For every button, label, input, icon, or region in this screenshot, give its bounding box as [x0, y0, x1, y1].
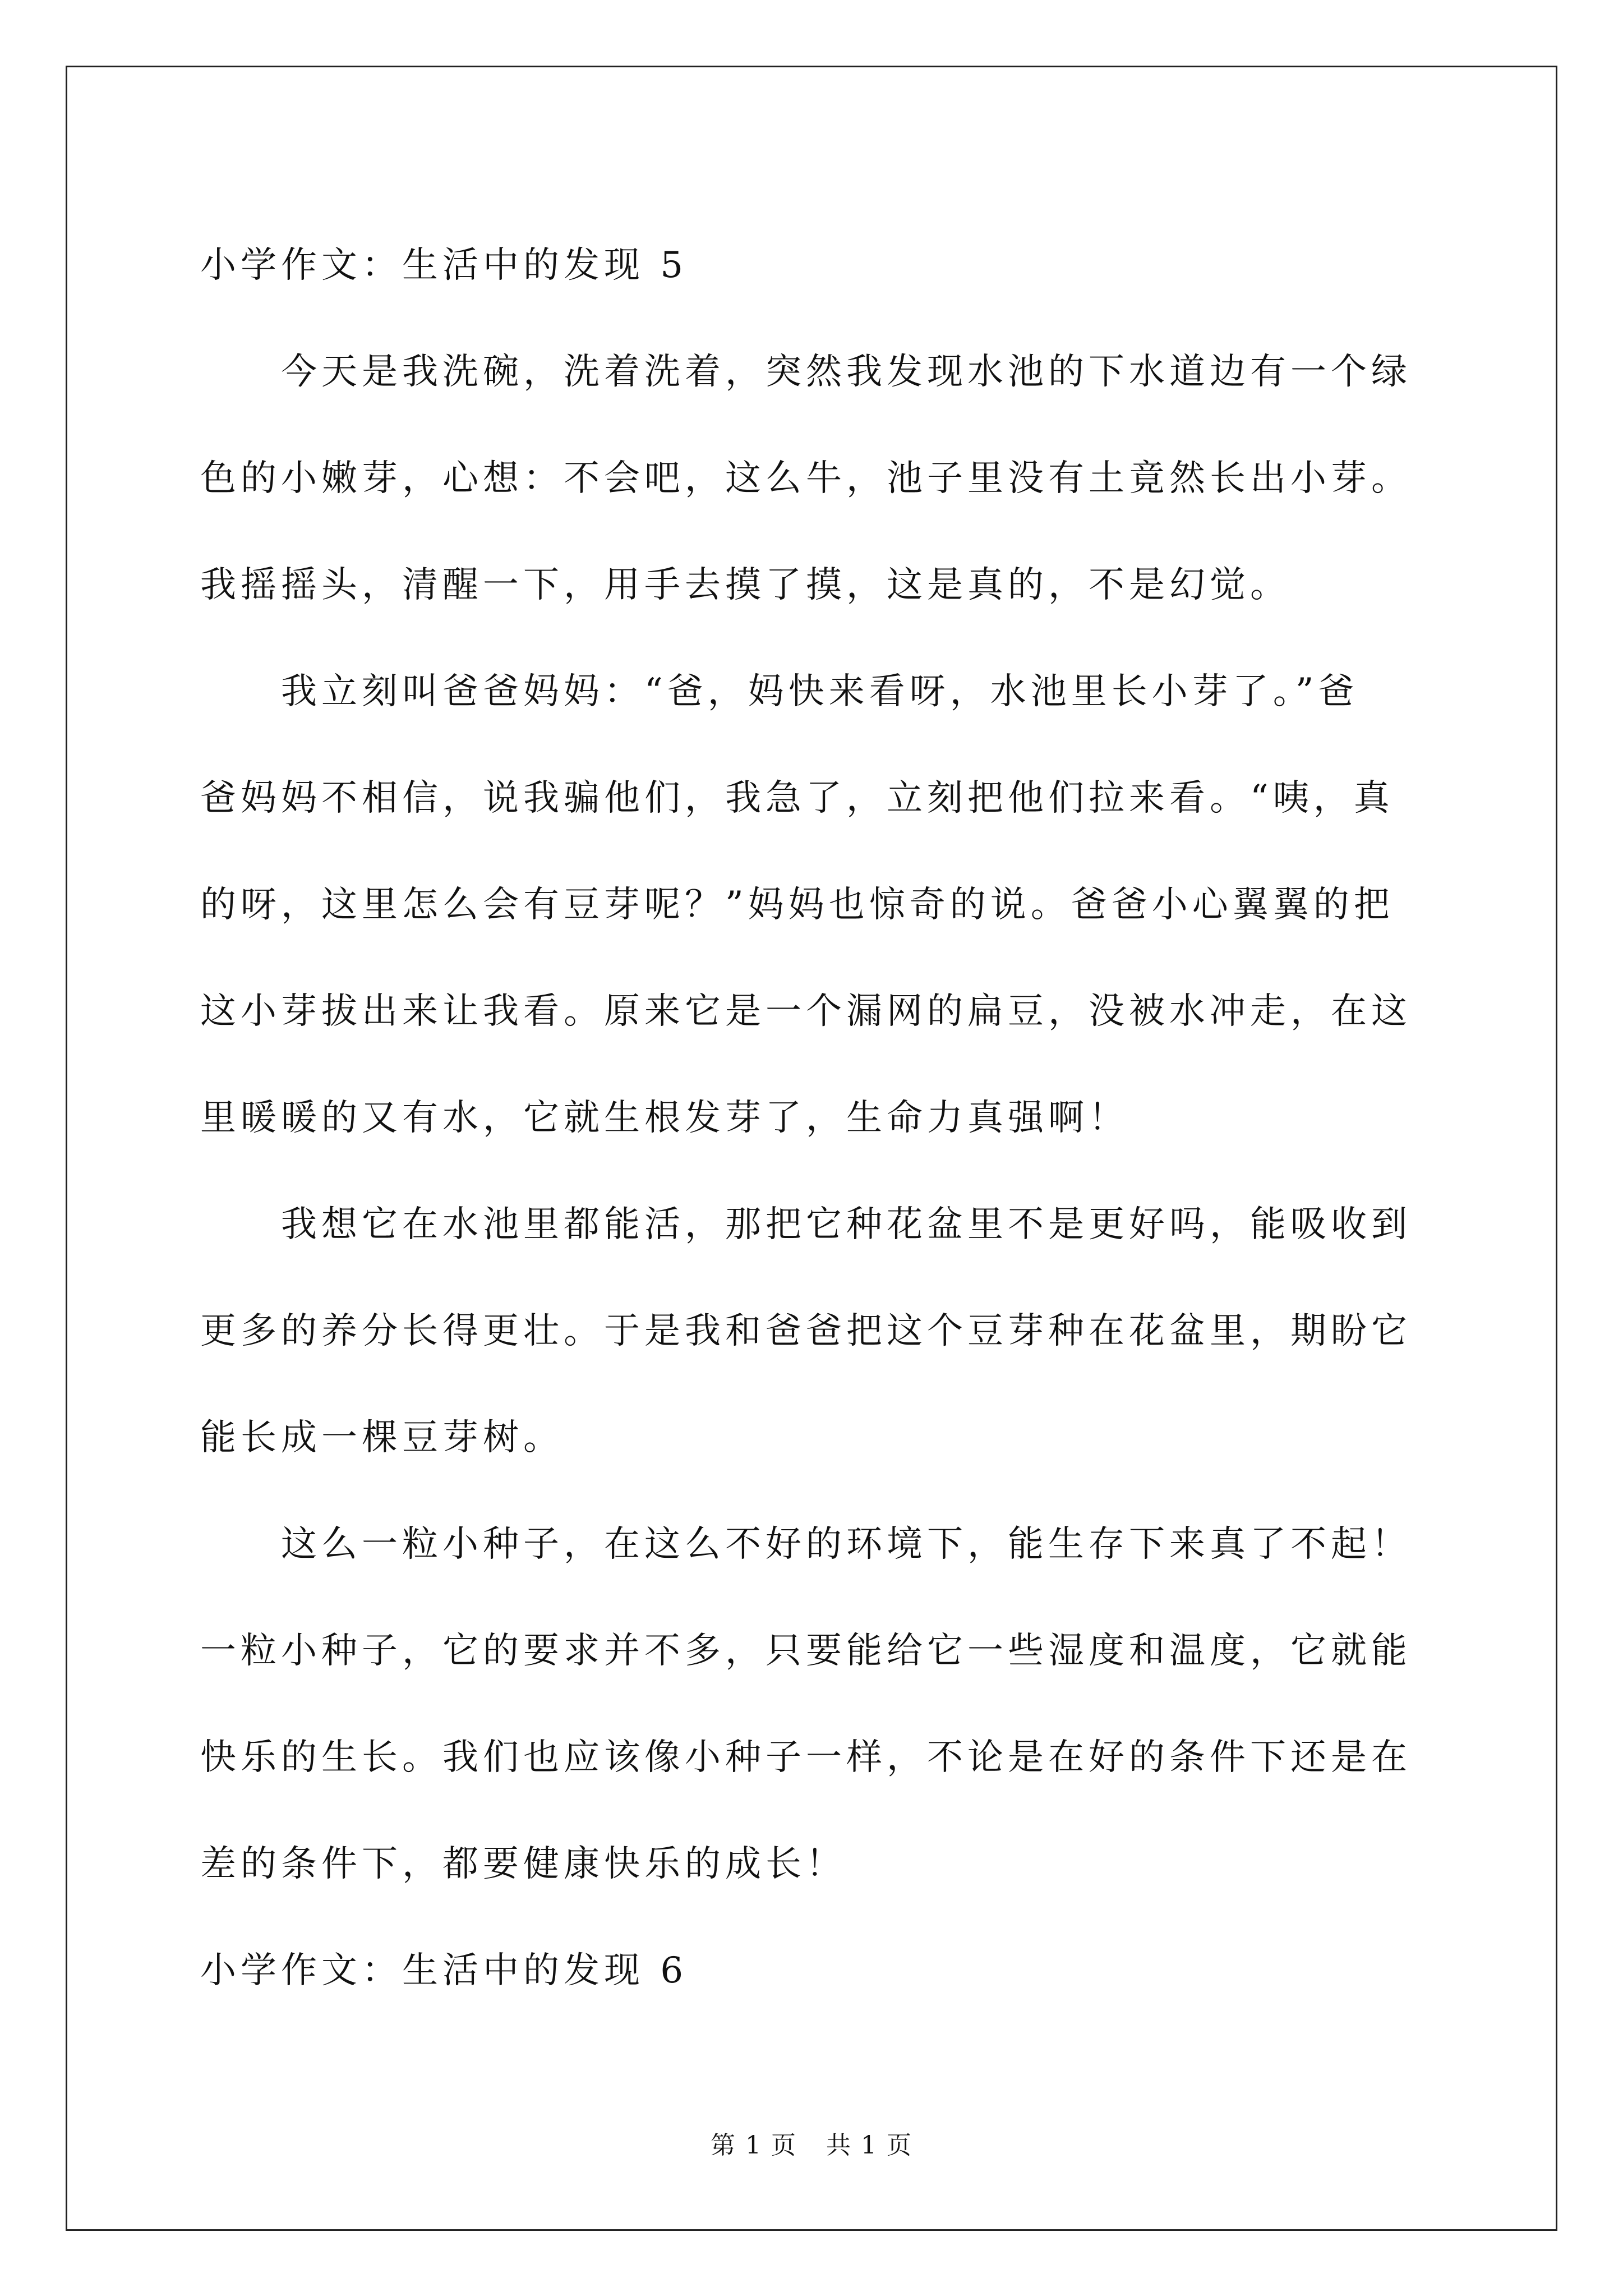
paragraph-line: 一粒小种子，它的要求并不多，只要能给它一些湿度和温度，它就能 [200, 1630, 1412, 1672]
heading-line: 小学作文：生活中的发现 6 [200, 1950, 688, 1991]
paragraph-line: 这小芽拔出来让我看。原来它是一个漏网的扁豆，没被水冲走，在这 [200, 991, 1412, 1032]
paragraph-line: 差的条件下，都要健康快乐的成长！ [200, 1843, 846, 1885]
paragraph-line: 爸妈妈不相信，说我骗他们，我急了，立刻把他们拉来看。“咦，真 [200, 777, 1394, 819]
paragraph-line: 能长成一棵豆芽树。 [200, 1417, 564, 1458]
page-total: 共 1 页 [826, 2131, 912, 2160]
page-footer [0, 2125, 1623, 2161]
paragraph-line: 更多的养分长得更壮。于是我和爸爸把这个豆芽种在花盆里，期盼它 [200, 1310, 1412, 1352]
heading-line: 小学作文：生活中的发现 5 [200, 245, 688, 286]
document-body [200, 212, 1428, 2024]
paragraph-line: 今天是我洗碗，洗着洗着，突然我发现水池的下水道边有一个绿 [281, 351, 1412, 393]
paragraph-line: 的呀，这里怎么会有豆芽呢？”妈妈也惊奇的说。爸爸小心翼翼的把 [200, 884, 1394, 926]
paragraph-line: 这么一粒小种子，在这么不好的环境下，能生存下来真了不起！ [281, 1524, 1412, 1565]
paragraph-line: 快乐的生长。我们也应该像小种子一样，不论是在好的条件下还是在 [200, 1737, 1412, 1778]
paragraph-line: 里暖暖的又有水，它就生根发芽了，生命力真强啊！ [200, 1097, 1129, 1139]
paragraph-line: 我想它在水池里都能活，那把它种花盆里不是更好吗，能吸收到 [281, 1204, 1412, 1245]
paragraph-line: 我立刻叫爸爸妈妈：“爸，妈快来看呀，水池里长小芽了。”爸 [281, 671, 1359, 712]
paragraph-line: 我摇摇头，清醒一下，用手去摸了摸，这是真的，不是幻觉。 [200, 564, 1290, 606]
page-number: 第 1 页 [711, 2131, 797, 2160]
paragraph-line: 色的小嫩芽，心想：不会吧，这么牛，池子里没有土竟然长出小芽。 [200, 458, 1412, 499]
